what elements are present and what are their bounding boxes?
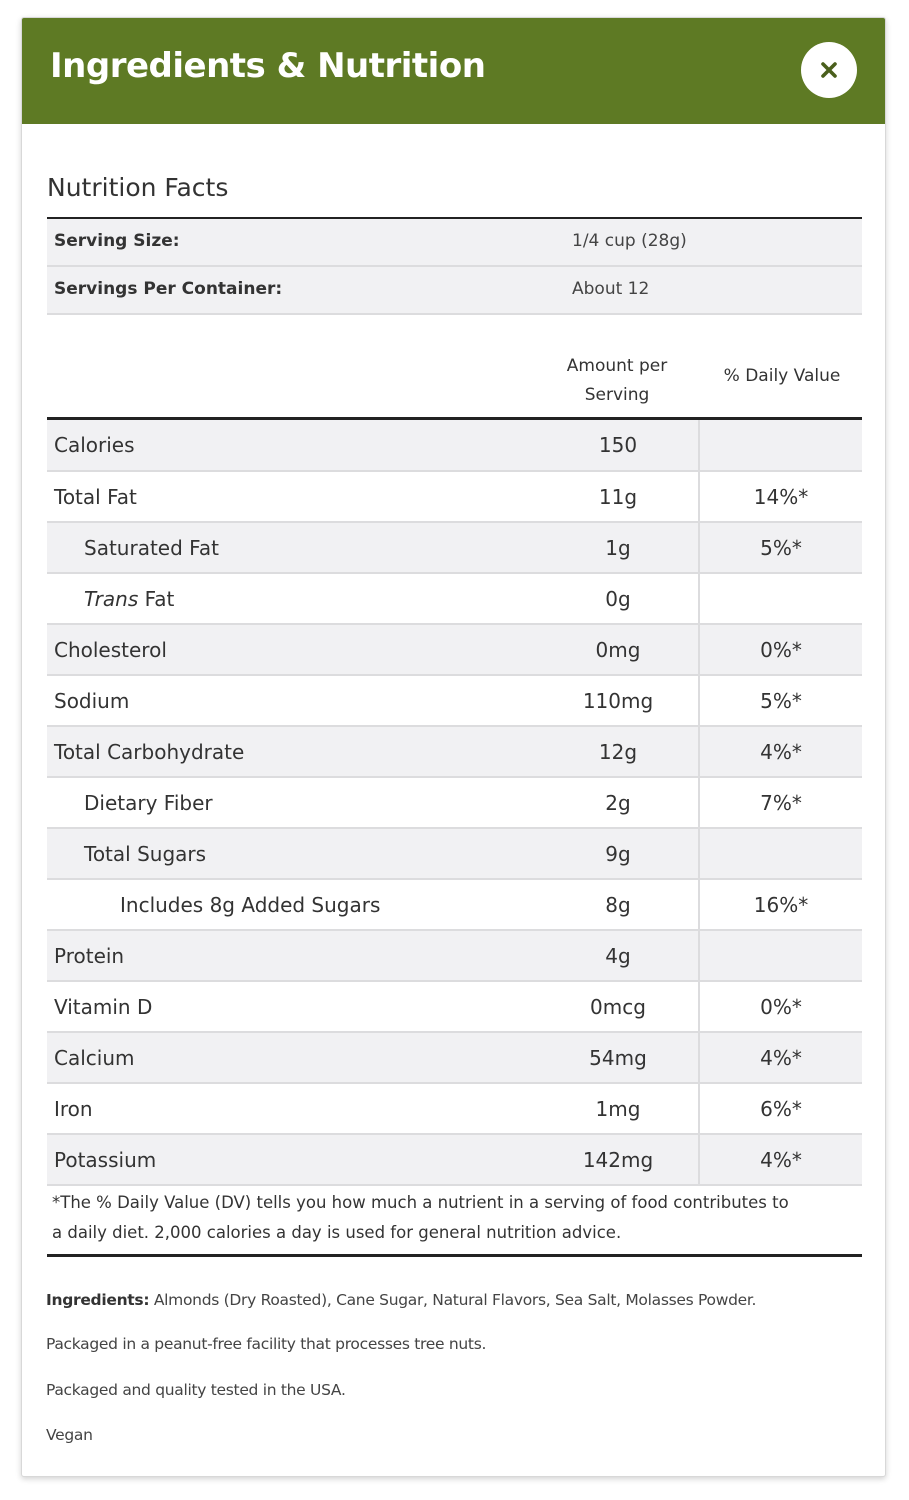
serving-size-label: Serving Size: xyxy=(54,231,180,251)
nutrient-name-text: Fat xyxy=(138,586,175,611)
nutrient-row xyxy=(47,726,862,777)
nutrient-row xyxy=(47,828,862,879)
nutrient-amount: 54mg xyxy=(538,1032,699,1083)
nutrient-daily-value: 5%* xyxy=(699,522,862,573)
serving-size-row xyxy=(47,219,862,267)
amount-header-line2: Serving xyxy=(584,385,650,405)
diet-note: Vegan xyxy=(46,1426,93,1444)
amount-column-header xyxy=(552,352,682,410)
nutrient-name: Total Sugars xyxy=(47,828,538,879)
nutrient-row xyxy=(47,1032,862,1083)
ingredients-text: Almonds (Dry Roasted), Cane Sugar, Natural Flavors, Sea Salt, Molasses Powder. xyxy=(149,1291,757,1309)
close-icon xyxy=(819,60,839,80)
nutrient-amount: 12g xyxy=(538,726,699,777)
nutrient-daily-value: 4%* xyxy=(699,1032,862,1083)
close-button[interactable] xyxy=(801,42,857,98)
nutrient-name: Protein xyxy=(47,930,538,981)
nutrient-daily-value xyxy=(699,573,862,624)
nutrient-row xyxy=(47,777,862,828)
nutrient-daily-value: 5%* xyxy=(699,675,862,726)
divider xyxy=(47,1254,862,1257)
nutrient-daily-value: 6%* xyxy=(699,1083,862,1134)
nutrient-row xyxy=(47,624,862,675)
nutrient-daily-value xyxy=(699,930,862,981)
modal-title: Ingredients & Nutrition xyxy=(50,46,486,86)
nutrient-amount: 4g xyxy=(538,930,699,981)
nutrition-table xyxy=(47,420,862,1186)
nutrient-row xyxy=(47,1083,862,1134)
serving-info xyxy=(47,219,862,315)
nutrient-amount: 142mg xyxy=(538,1134,699,1185)
nutrient-amount: 0mg xyxy=(538,624,699,675)
nutrition-facts-title: Nutrition Facts xyxy=(47,173,229,202)
footnote-line1: *The % Daily Value (DV) tells you how much a nutrient in a serving of food contributes to xyxy=(52,1193,789,1212)
serving-size-value: 1/4 cup (28g) xyxy=(572,231,687,251)
nutrient-daily-value xyxy=(699,828,862,879)
nutrient-amount: 9g xyxy=(538,828,699,879)
column-headers xyxy=(47,348,862,418)
nutrient-name: Cholesterol xyxy=(47,624,538,675)
nutrient-row xyxy=(47,573,862,624)
nutrient-name-italic: Trans xyxy=(84,586,139,611)
nutrient-name: Vitamin D xyxy=(47,981,538,1032)
nutrient-name: Sodium xyxy=(47,675,538,726)
nutrient-name: Includes 8g Added Sugars xyxy=(47,879,538,930)
nutrient-amount: 0mcg xyxy=(538,981,699,1032)
daily-value-column-header: % Daily Value xyxy=(723,366,841,386)
nutrient-name: Iron xyxy=(47,1083,538,1134)
nutrient-row xyxy=(47,1134,862,1185)
nutrient-row xyxy=(47,879,862,930)
nutrient-amount: 8g xyxy=(538,879,699,930)
nutrient-row xyxy=(47,420,862,471)
nutrient-row xyxy=(47,471,862,522)
nutrient-daily-value: 4%* xyxy=(699,726,862,777)
nutrient-daily-value: 7%* xyxy=(699,777,862,828)
nutrient-row xyxy=(47,675,862,726)
footnote-line2: a daily diet. 2,000 calories a day is used for general nutrition advice. xyxy=(52,1223,622,1242)
nutrient-daily-value: 14%* xyxy=(699,471,862,522)
nutrient-amount: 0g xyxy=(538,573,699,624)
nutrient-row xyxy=(47,522,862,573)
amount-header-line1: Amount per xyxy=(566,356,668,376)
nutrient-row xyxy=(47,981,862,1032)
nutrient-daily-value: 4%* xyxy=(699,1134,862,1185)
nutrient-name: Total Fat xyxy=(47,471,538,522)
nutrient-daily-value: 0%* xyxy=(699,624,862,675)
servings-per-container-row xyxy=(47,267,862,315)
nutrient-name: Total Carbohydrate xyxy=(47,726,538,777)
nutrient-amount: 11g xyxy=(538,471,699,522)
nutrient-name: Calories xyxy=(47,420,538,471)
nutrient-amount: 150 xyxy=(538,420,699,471)
ingredients-label: Ingredients: xyxy=(46,1291,150,1309)
nutrition-modal xyxy=(21,17,886,1477)
nutrient-name: Saturated Fat xyxy=(47,522,538,573)
daily-value-footnote xyxy=(52,1188,852,1248)
nutrient-name: Calcium xyxy=(47,1032,538,1083)
nutrient-name: Potassium xyxy=(47,1134,538,1185)
nutrient-name xyxy=(47,573,538,624)
nutrient-amount: 1g xyxy=(538,522,699,573)
nutrient-row xyxy=(47,930,862,981)
nutrient-name: Dietary Fiber xyxy=(47,777,538,828)
nutrient-daily-value: 16%* xyxy=(699,879,862,930)
servings-per-container-label: Servings Per Container: xyxy=(54,279,283,299)
nutrient-amount: 2g xyxy=(538,777,699,828)
modal-header xyxy=(22,18,885,124)
nutrient-amount: 1mg xyxy=(538,1083,699,1134)
ingredients-line xyxy=(46,1291,756,1309)
nutrient-daily-value xyxy=(699,420,862,471)
nutrient-amount: 110mg xyxy=(538,675,699,726)
nutrient-daily-value: 0%* xyxy=(699,981,862,1032)
facility-note: Packaged in a peanut-free facility that processes tree nuts. xyxy=(46,1335,487,1353)
servings-per-container-value: About 12 xyxy=(572,279,650,299)
origin-note: Packaged and quality tested in the USA. xyxy=(46,1381,346,1399)
